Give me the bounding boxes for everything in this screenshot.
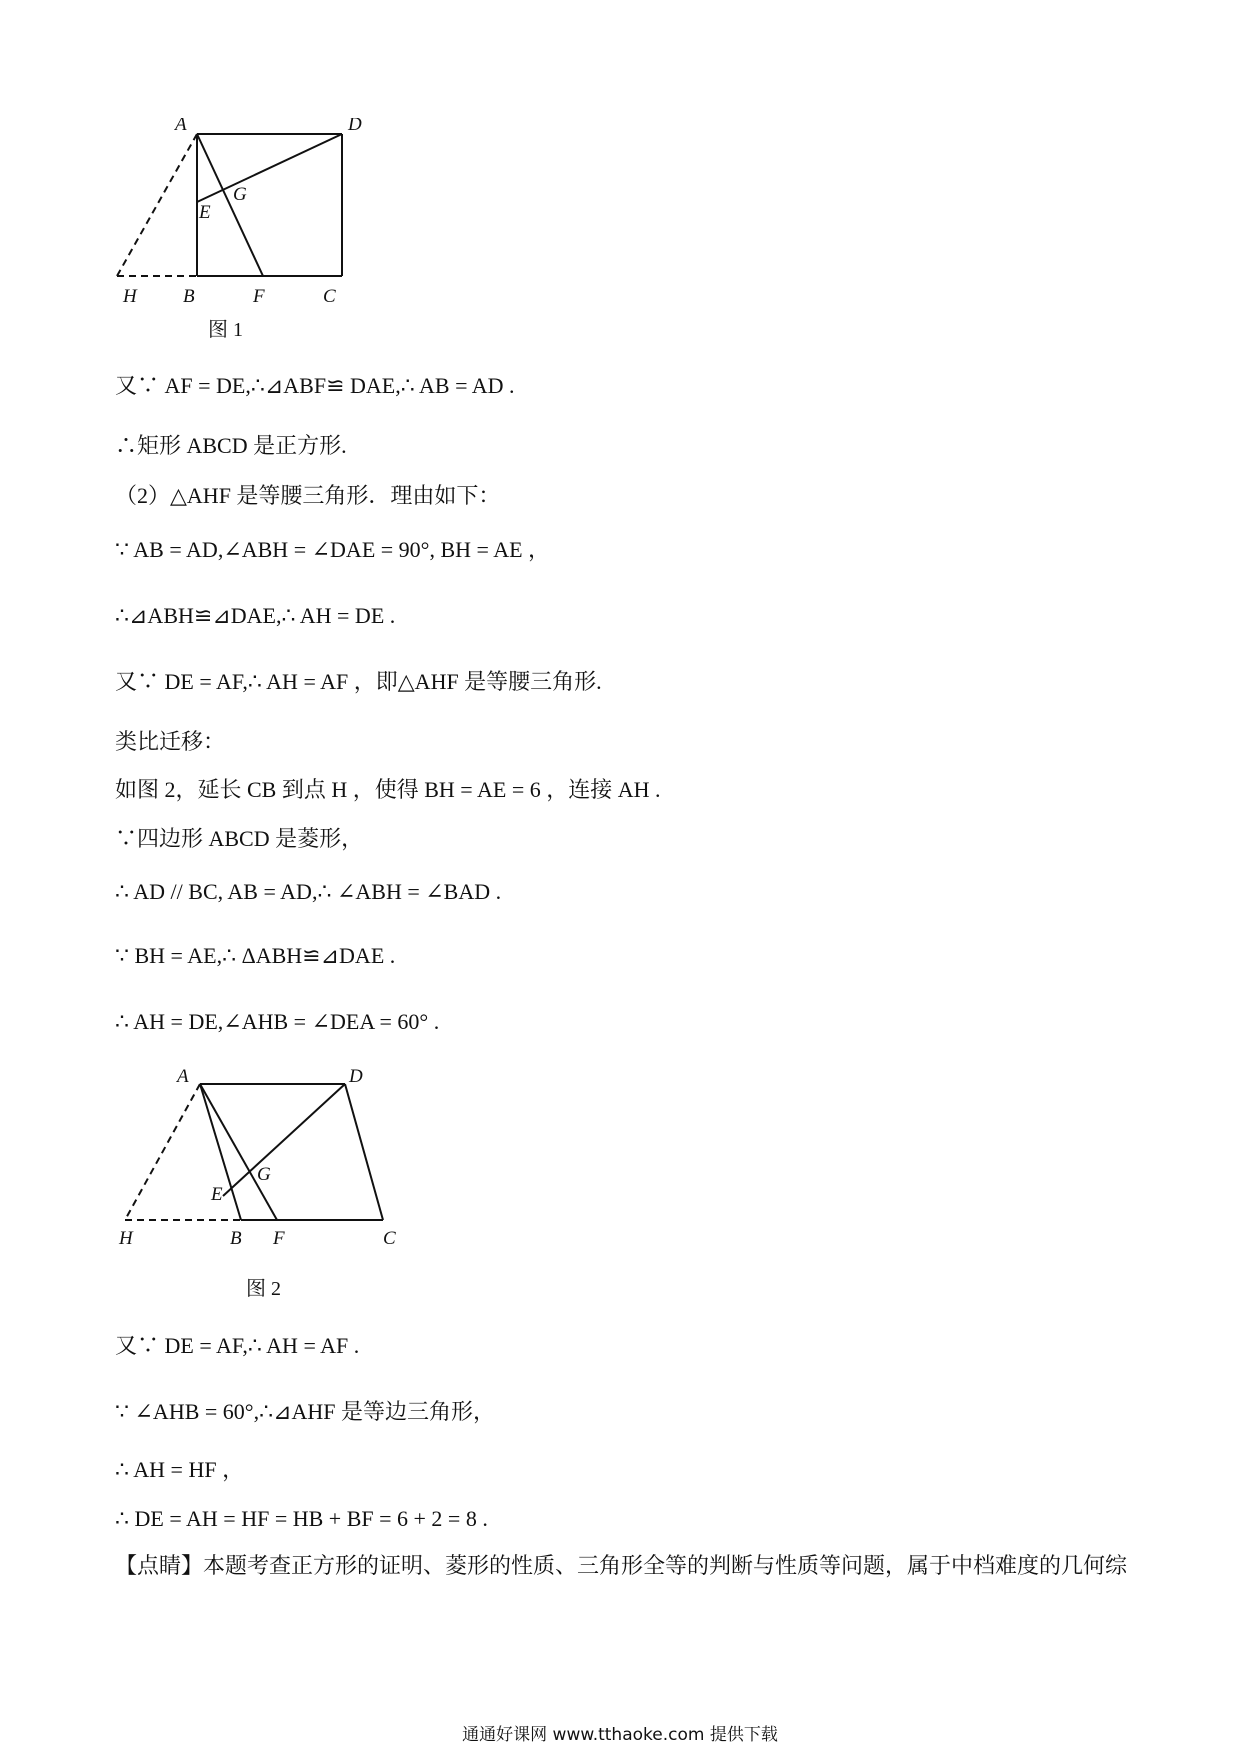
text-line: ∵ BH = AE,∴ ΔABH≌⊿DAE . — [115, 943, 396, 968]
fig1-label-b: B — [183, 286, 195, 307]
text-line: ∵ ∠AHB = 60°,∴⊿AHF 是等边三角形， — [115, 1399, 496, 1424]
text-line: 如图 2，延长 CB 到点 H ，使得 BH = AE = 6 ，连接 AH . — [115, 777, 661, 802]
text-line: ∴ AD // BC, AB = AD,∴ ∠ABH = ∠BAD . — [115, 879, 502, 904]
fig1-label-h: H — [123, 286, 137, 307]
fig1-label-g: G — [233, 184, 247, 205]
fig1-label-f: F — [253, 286, 265, 307]
fig2-label-b: B — [230, 1228, 242, 1249]
text-line: ∴ AH = HF ， — [115, 1457, 245, 1482]
fig2-label-d: D — [349, 1068, 363, 1087]
text-line: ∵ AB = AD,∠ABH = ∠DAE = 90°, BH = AE ， — [115, 537, 551, 562]
text-line: （2）△AHF 是等腰三角形．理由如下： — [115, 483, 501, 508]
text-line: ∴ DE = AH = HF = HB + BF = 6 + 2 = 8 . — [115, 1506, 488, 1531]
fig1-label-a: A — [175, 118, 187, 135]
figure-1-diagram — [115, 118, 375, 308]
fig2-label-g: G — [257, 1164, 271, 1185]
fig2-label-f: F — [273, 1228, 285, 1249]
fig1-label-c: C — [323, 286, 336, 307]
fig1-label-d: D — [348, 118, 362, 135]
text-line: 又∵ DE = AF,∴ AH = AF ，即△AHF 是等腰三角形. — [115, 669, 602, 694]
text-line: 又∵ AF = DE,∴⊿ABF≌ DAE,∴ AB = AD . — [115, 373, 515, 398]
text-line: ∴矩形 ABCD 是正方形. — [115, 433, 347, 458]
fig2-label-h: H — [119, 1228, 133, 1249]
text-line: 又∵ DE = AF,∴ AH = AF . — [115, 1333, 360, 1358]
figure-2-diagram — [115, 1068, 405, 1268]
text-line: ∴⊿ABH≌⊿DAE,∴ AH = DE . — [115, 603, 396, 628]
text-line: ∴ AH = DE,∠AHB = ∠DEA = 60° . — [115, 1009, 440, 1034]
text-line: 类比迁移： — [115, 729, 226, 754]
fig2-label-a: A — [177, 1068, 189, 1087]
fig2-label-c: C — [383, 1228, 396, 1249]
fig1-label-e: E — [199, 202, 211, 223]
page-footer: 通通好课网 www.tthaoke.com 提供下载 — [462, 1725, 778, 1745]
text-line: ∵四边形 ABCD 是菱形， — [115, 826, 364, 851]
text-line: 【点睛】本题考查正方形的证明、菱形的性质、三角形全等的判断与性质等问题，属于中档难度的几何综 — [115, 1553, 1128, 1578]
figure-1-caption: 图 1 — [208, 319, 243, 341]
figure-2-caption: 图 2 — [246, 1278, 281, 1300]
fig2-label-e: E — [211, 1184, 223, 1205]
